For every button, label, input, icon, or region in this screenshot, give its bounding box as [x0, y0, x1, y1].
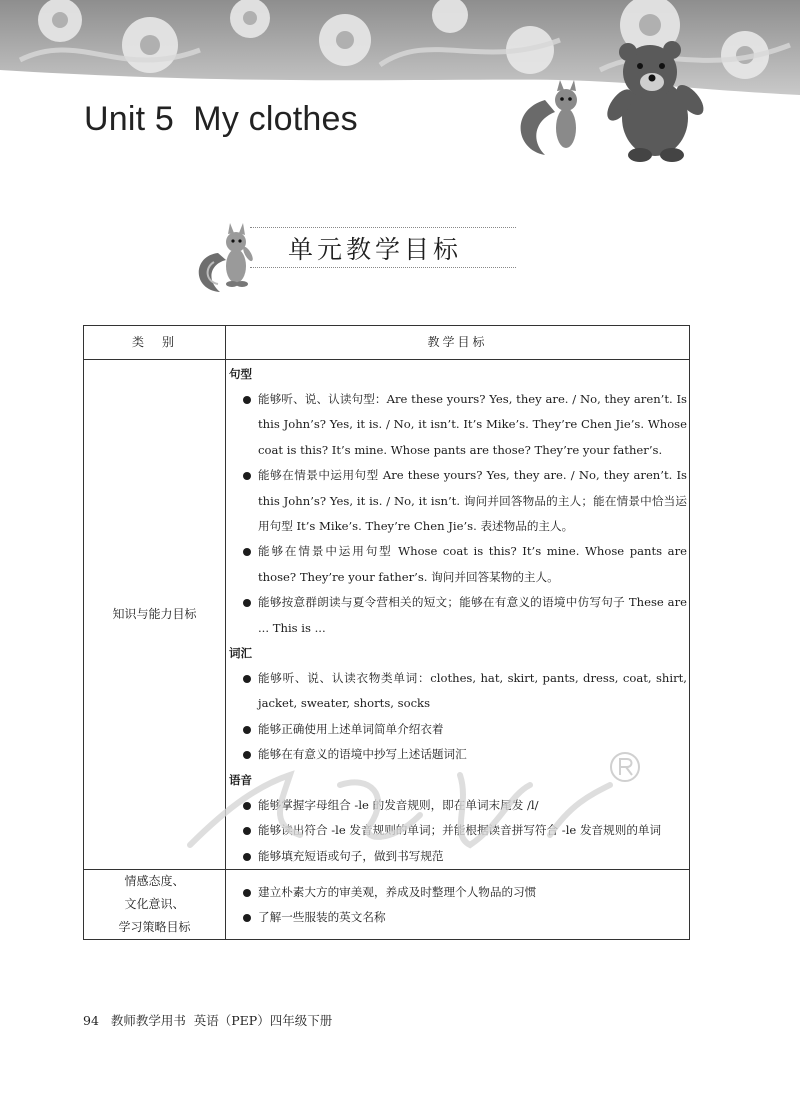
- goal-item: 能够在情景中运用句型 Are these yours? Yes, they are. / No, they aren’t. Is this John’s? Yes, it is. / No, it isn’t. 询问并回答物品的主人；能在情景中恰当运用句型 It’s Mike’s. They’re Chen Jie’s. 表述物品的主人。: [229, 463, 687, 539]
- goal-list: [229, 880, 687, 931]
- objectives-table: [83, 325, 690, 940]
- category-cell: 知识与能力目标: [84, 360, 226, 870]
- subheading-sentence-patterns: 句型: [229, 367, 252, 381]
- subheading-vocabulary: 词汇: [229, 646, 252, 661]
- category-line: 学习策略目标: [118, 919, 191, 934]
- page-number: 94: [83, 1013, 99, 1028]
- goal-item: 能够在有意义的语境中抄写上述话题词汇: [229, 742, 687, 767]
- goal-list: [229, 387, 687, 641]
- section-header: [190, 218, 530, 298]
- goal-item: 能够听、说、认读句型：Are these yours? Yes, they are. / No, they aren’t. Is this John’s? Yes, it is. / No, it isn’t. It’s Mike’s. They’re Chen Jie’s. Whose coat is this? It’s mine. Whose pants are those? They’re your father’s.: [229, 387, 687, 463]
- book-title: 教师教学用书 英语（PEP）四年级下册: [110, 1013, 333, 1028]
- goal-item: 建立朴素大方的审美观，养成及时整理个人物品的习惯: [229, 880, 687, 905]
- squirrel-icon: [190, 218, 260, 298]
- category-line: 情感态度、: [124, 873, 185, 888]
- column-header-goals: 教学目标: [226, 326, 690, 360]
- table-row: [84, 869, 690, 939]
- category-cell: [84, 869, 226, 939]
- squirrel-illustration: [521, 80, 577, 155]
- goal-item: 能够填充短语或句子，做到书写规范: [229, 844, 687, 869]
- page-footer: [83, 1011, 332, 1029]
- table-row: [84, 360, 690, 870]
- goal-item: 了解一些服装的英文名称: [229, 905, 687, 930]
- goal-item: 能够听、说、认读衣物类单词：clothes, hat, skirt, pants, dress, coat, shirt, jacket, sweater, shorts, socks: [229, 666, 687, 717]
- floral-banner-illustration: [0, 0, 800, 175]
- goal-item: 能够按意群朗读与夏令营相关的短文；能够在有意义的语境中仿写句子 These are ... This is ...: [229, 590, 687, 641]
- goal-list: [229, 793, 687, 869]
- subheading-phonics: 语音: [229, 772, 252, 787]
- unit-banner: [0, 0, 800, 175]
- divider-dotted-top: [250, 227, 516, 228]
- goal-item: 能够在情景中运用句型 Whose coat is this? It’s mine. Whose pants are those? They’re your father’s. 询问并回答某物的主人。: [229, 539, 687, 590]
- divider-dotted-bottom: [250, 267, 516, 268]
- category-line: 文化意识、: [124, 896, 185, 911]
- goal-list: [229, 666, 687, 768]
- section-title: 单元教学目标: [288, 235, 463, 264]
- goal-item: 能够读出符合 -le 发音规则的单词；并能根据读音拼写符合 -le 发音规则的单词: [229, 818, 687, 843]
- goals-cell: [226, 869, 690, 939]
- table-header-row: [84, 326, 690, 360]
- goal-item: 能够正确使用上述单词简单介绍衣着: [229, 717, 687, 742]
- unit-title: Unit 5 My clothes: [84, 100, 358, 138]
- goal-item: 能够掌握字母组合 -le 的发音规则，即在单词末尾发 /l/: [229, 793, 687, 818]
- goals-cell: [226, 360, 690, 870]
- column-header-category: 类 别: [84, 326, 226, 360]
